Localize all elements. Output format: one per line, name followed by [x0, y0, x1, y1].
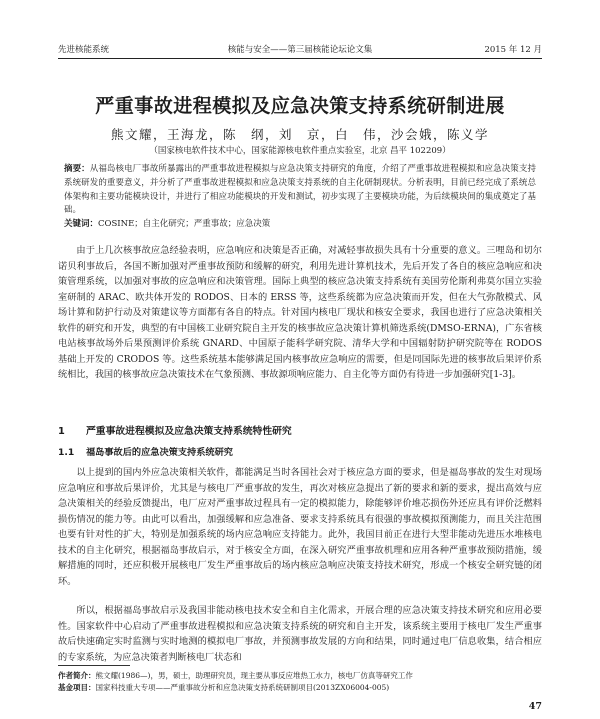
running-head-date: 2015 年 12 月 — [484, 45, 542, 55]
footnote-author-text: 熊文耀(1986—)，男，硕士，助理研究员，现主要从事反应堆热工水力，核电厂仿真等研究工作 — [95, 671, 413, 680]
footnote-fund — [58, 682, 542, 693]
abstract-label: 摘要： — [64, 164, 90, 174]
subsection-number: 1.1 — [58, 447, 75, 458]
abstract — [64, 163, 536, 218]
running-head — [58, 44, 542, 59]
footnote-author — [58, 670, 542, 681]
author-list: 熊文耀，王海龙，陈 纲，刘 京，白 伟，沙会娥，陈义学 — [110, 127, 489, 142]
subsection-body — [58, 465, 542, 589]
footnote-author-label: 作者简介： — [58, 671, 96, 680]
footnote-divider — [58, 665, 130, 666]
body-paragraph: 所以，根据福岛事故启示及我国非能动核电技术安全和自主化需求，开展合理的应急决策支持技术研究和应用必要性。国家软件中心启动了严重事故进程模拟和应急决策支持系统的研究和自主开发，该系统主要用于核电厂发生严重事故后快速确定实时监测与实时地测的模拟电厂事故，并预测事故发展的方向和结果，同时通过电厂信息收集，结合相应的专家系统，为应急决策者判断核电厂状态和 — [58, 605, 542, 663]
intro-paragraph: 由于上几次核事故应急经验表明，应急响应和决策是否正确，对减轻事故损失具有十分重要的意义。三哩岛和切尔诺贝利事故后，各国不断加强对严重事故预防和缓解的研究，利用先进计算机技术，先后开发了各自的核应急响应和决策管理系统，以加强对事故的应急响应和决策管理。国际上典型的核应急决策支持系统有美国劳伦斯利弗莫尔国立实验室研制的 ARAC、欧共体开发的 RODOS、日本的 ERSS 等，这些系统都为应急决策而开发，但在大气弥散模式、风场计算和防护行动及对策建议等方面都有各自的特点。针对国内核电厂现状和核安全要求，我国也进行了应急决策相关软件的研究和开发，典型的有中国核工业研究院自主开发的核事故应急决策计算机筛选系统(DMSO-ERNA)，广东省核电站核事故场外后果预测评价系统 GNARD、中国原子能科学研究院、清华大学和中国辐射防护研究院等在 RODOS 基础上开发的 CRODOS 等。这些系统基本能够满足国内核事故应急响应的需要，但是同国际先进的核事故后果评价系统相比，我国的核事故应急决策技术在气象预测、事故源项响应能力、自主化等方面仍有待进一步加强研究[1-3]。 — [58, 245, 542, 380]
body-paragraph: 以上提到的国内外应急决策相关软件，都能满足当时各国社会对于核应急方面的要求，但是福岛事故的发生对现场应急响应和事故后果评价，尤其是与核电厂严重事故的发生，再次对核应急提出了新的要求和新的要求，提出高效与应急决策相关的经验反馈提出，电厂应对严重事故过程具有一定的模拟能力，除能够评价堆芯损伤外还应具有评价泛燃料损伤情况的能力等。由此可以看出，加强缓解和应急准备、要求支持系统具有很强的事故模拟预测能力，而且关注范围也要有针对性的扩大，特别是加强系统的场内应急响应支持能力。此外，我国目前正在进行大型非能动先进压水堆核电技术的自主化研究，根据福岛事故启示，对于核安全方面，在深入研究严重事故机理和应用各种严重事故预防措施，缓解措施的同时，还应积极开展核电厂发生严重事故后的场内核应急响应决策支持技术研究，形成一个核安全研究链的闭环。 — [58, 467, 542, 587]
keywords — [64, 218, 536, 231]
running-head-proceedings: 核能与安全——第三届核能论坛论文集 — [227, 45, 373, 55]
section-title: 严重事故进程模拟及应急决策支持系统特性研究 — [86, 426, 292, 437]
footnote-fund-label: 基金项目： — [58, 683, 96, 692]
paper-title: 严重事故进程模拟及应急决策支持系统研制进展 — [95, 95, 505, 117]
subsection-body-continued — [58, 603, 542, 665]
footnote-fund-text: 国家科技重大专项——严重事故分析和应急决策支持系统研制项目(2013ZX06004-005) — [95, 683, 390, 692]
intro-section — [58, 243, 542, 383]
keywords-label: 关键词： — [64, 219, 99, 229]
section-number: 1 — [58, 426, 65, 437]
section-heading — [58, 423, 542, 437]
affiliation: （国家核电软件技术中心，国家能源核电软件重点实验室，北京 昌平 102209） — [149, 146, 451, 156]
subsection-title: 福岛事故后的应急决策支持系统研究 — [86, 447, 233, 458]
abstract-text: 从福岛核电厂事故所暴露出的严重事故进程模拟与应急决策支持研究的角度，介绍了严重事故进程模拟和应急决策支持系统研发的重要意义，并分析了严重事故进程模拟和应急决策支持系统的自主化研制现状。分析表明，目前已经完成了系统总体架构和主要功能模块设计，并进行了相应功能模块的开发和测试，初步实现了主要模块功能，为后续模块间的集成奠定了基础。 — [64, 164, 536, 216]
keywords-text: COSINE；自主化研究；严重事故；应急决策 — [98, 219, 271, 229]
subsection-heading — [58, 444, 542, 458]
page-number: 47 — [528, 701, 542, 712]
running-head-journal: 先进核能系统 — [58, 45, 110, 55]
